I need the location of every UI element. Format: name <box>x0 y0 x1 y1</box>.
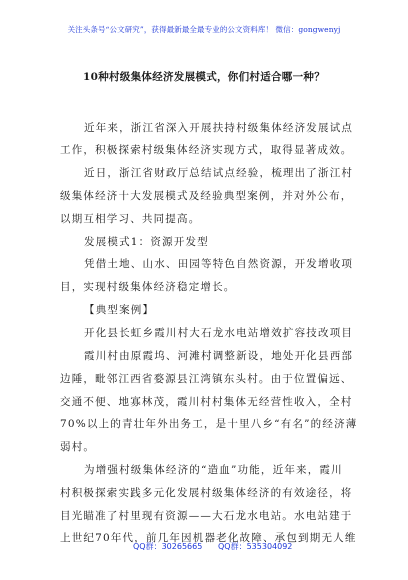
paragraph-line: 为增强村级集体经济的“造血”功能，近年来，霞川 <box>84 464 343 476</box>
document-title: 10种村级集体经济发展模式，你们村适合哪一种？ <box>82 71 325 83</box>
paragraph-line: 村积极探索实践多元化发展村级集体经济的有效途径，将 <box>60 487 353 499</box>
paragraph-line: 目光瞄准了村里现有资源——大石龙水电站。水电站建于 <box>60 510 353 522</box>
paragraph-line: 上世纪70年代，前几年因机器老化故障、承包到期无人维 <box>60 532 357 544</box>
paragraph-line: 弱村。 <box>60 441 96 453</box>
paragraph-line: 边陲，毗邻江西省婺源县江湾镇东头村。由于位置偏远、 <box>60 373 353 385</box>
paragraph-line: 以期互相学习、共同提高。 <box>60 213 201 225</box>
section-heading: 发展模式1：资源开发型 <box>84 236 209 248</box>
qq-group-1: QQ群：30265665 <box>133 542 203 551</box>
paragraph-line: 目，实现村级集体经济稳定增长。 <box>60 281 236 293</box>
paragraph-line: 凭借土地、山水、田园等特色自然资源，开发增收项 <box>84 258 354 270</box>
case-title: 开化县长虹乡霞川村大石龙水电站增效扩容技改项目 <box>84 327 354 339</box>
paragraph-line: 近年来，浙江省深入开展扶持村级集体经济发展试点 <box>84 122 354 134</box>
paragraph-line: 近日，浙江省财政厅总结试点经验，梳理出了浙江村 <box>84 167 354 179</box>
paragraph-line: 霞川村由原霞坞、河滩村调整新设，地处开化县西部 <box>84 350 354 362</box>
paragraph-line: 70%以上的青壮年外出务工，是十里八乡“有名”的经济薄 <box>60 418 358 430</box>
paragraph-line: 交通不便、地寡林茂，霞川村村集体无经营性收入，全村 <box>60 396 353 408</box>
header-note: 关注头条号“公文研究”，获得最新最全最专业的公文资料库！ 微信：gongwenyj <box>67 25 341 34</box>
paragraph-line: 工作，积极探索村级集体经济实现方式，取得显著成效。 <box>60 144 353 156</box>
case-heading: 【典型案例】 <box>84 304 155 316</box>
qq-group-2: QQ群：535304092 <box>218 542 293 551</box>
paragraph-line: 级集体经济十大发展模式及经验典型案例，并对外公布， <box>60 190 353 202</box>
